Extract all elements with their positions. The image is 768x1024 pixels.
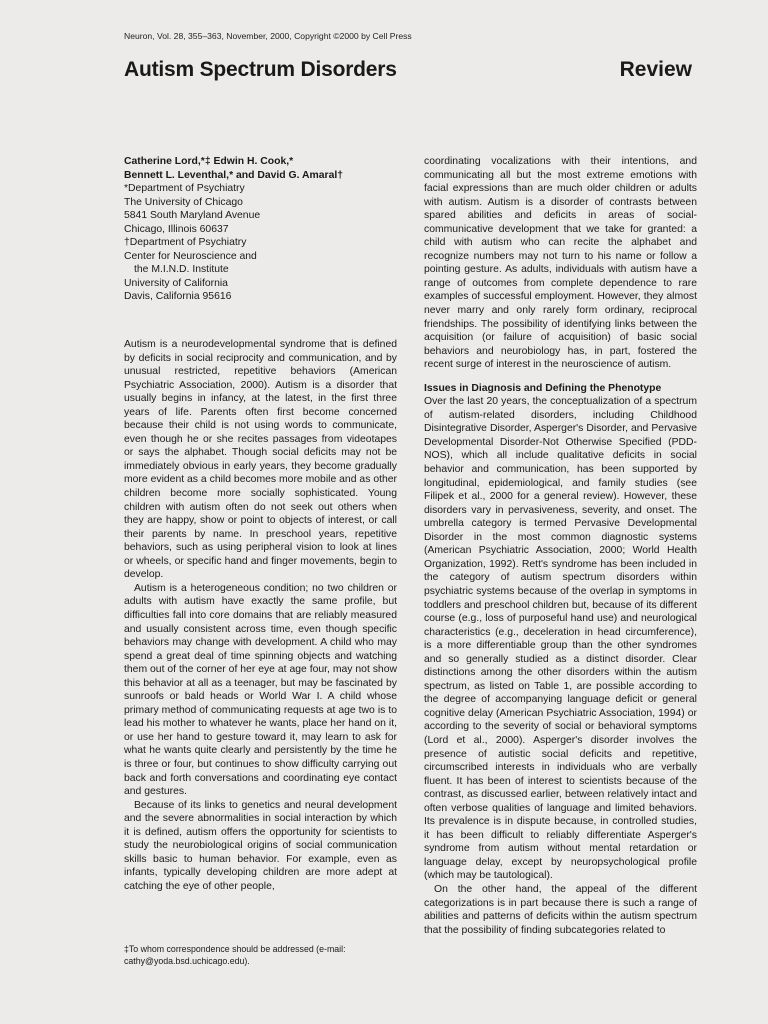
affiliations <box>124 182 397 304</box>
affiliation-line: The University of Chicago <box>124 196 243 208</box>
paragraph: Autism is a neurodevelopmental syndrome that is defined by deficits in social reciprocity and communication, and by unusual restricted, repetitive behaviors (American Psychiatric Association, 2000). Autism is a disorder that usually begins in infancy, at the latest, in the first three years of life. Parents often first become concerned because their child is not using words to communicate, even though he or she recites passages from videotapes or says the alphabet. Though social deficits may not be immediately obvious in early years, they become gradually more evident as a child becomes more mobile and as other children become more socially sophisticated. Young children with autism often do not seek out others when they are happy, show or point to objects of interest, or call their parents by name. In preschool years, repetitive behaviors, such as using peripheral vision to look at lines or wheels, or specific hand and finger movements, begin to develop. <box>124 339 397 581</box>
paragraph: Over the last 20 years, the conceptualization of a spectrum of autism-related disorders, including Childhood Disintegrative Disorder, Asperger's Disorder, and Pervasive Developmental Disorder-Not Otherwise Specified (PDD-NOS), which all include qualitative deficits in social behavior and communication, has been supported by longitudinal, epidemiological, and family studies (see Filipek et al., 2000 for a general review). However, these disorders vary in pervasiveness, severity, and onset. The umbrella category is termed Pervasive Developmental Disorder in the most common diagnostic systems (American Psychiatric Association, 2000; World Health Organization, 1992). Rett's syndrome has been included in the category of autism spectrum disorders within psychiatric systems because of the overlap in symptoms in toddlers and preschool children but, because of its different course (e.g., loss of purposeful hand use) and neurological characteristics (e.g., deceleration in head circumference), is a more differentiable group than the other syndromes and so generally studied as a distinct disorder. Clear distinctions among the other disorders within the autism spectrum, as listed on Table 1, are possible according to the degree of accompanying language deficit or general cognitive delay (American Psychiatric Association, 1994) or according to the severity of social or behavioral symptoms (Lord et al., 2000). Asperger's disorder involves the presence of autistic social deficits and repetitive, circumscribed interests in individuals who are verbally fluent. It has been of interest to scientists because of the contrast, as discussed earlier, between relatively intact and often verbose qualities of language and limited behaviors. Its prevalence is in dispute because, in controlled studies, it has been difficult to reliably differentiate Asperger's syndrome from autism without mental retardation or language delay, except by neuropsychological profile (which may be tautological). <box>424 396 697 882</box>
affiliation-line: University of California <box>124 277 228 289</box>
article-title: Autism Spectrum Disorders <box>124 58 397 81</box>
journal-citation: Neuron, Vol. 28, 355–363, November, 2000, Copyright ©2000 by Cell Press <box>124 31 412 41</box>
affiliation-line: †Department of Psychiatry <box>124 237 247 249</box>
affiliation-line: 5841 South Maryland Avenue <box>124 210 261 222</box>
body-text-left <box>124 338 397 893</box>
paragraph: On the other hand, the appeal of the different categorizations is in part because there is such a range of abilities and patterns of deficits within the autism spectrum that the possibility of finding subcategories related to <box>424 883 697 936</box>
section-heading: Issues in Diagnosis and Defining the Phenotype <box>424 382 662 394</box>
right-column <box>424 155 697 937</box>
article-type-label: Review <box>619 58 692 81</box>
affiliation-line: *Department of Psychiatry <box>124 183 245 195</box>
author-line: Bennett L. Leventhal,* and David G. Amaral† <box>124 169 344 181</box>
author-line: Catherine Lord,*‡ Edwin H. Cook,* <box>124 156 294 167</box>
affiliation-line: the M.I.N.D. Institute <box>134 264 229 276</box>
affiliation-line: Center for Neuroscience and <box>124 250 257 262</box>
paragraph: Because of its links to genetics and neural development and the severe abnormalities in social interaction by which it is defined, autism offers the opportunity for scientists to study the neurobiological origins of social communication skills basic to human behavior. For example, even as infants, typically developing children are more adept at catching the eye of other people, <box>124 799 397 892</box>
correspondence-footnote: ‡To whom correspondence should be addressed (e-mail: cathy@yoda.bsd.uchicago.edu). <box>124 944 346 966</box>
left-column <box>124 155 397 893</box>
paragraph: coordinating vocalizations with their intentions, and communicating all but the most extreme emotions with facial expressions than are much older children or adults with autism. Autism is a disorder of contrasts between spared abilities and deficits in areas of social-communicative development that we take for granted: a child with autism who can recite the alphabet and recognize numbers may not turn to his name or follow a pointing gesture. As adults, individuals with autism have a range of outcomes from complete dependence to rare examples of successful employment. However, they almost never marry and only rarely form ordinary, reciprocal friendships. The possibility of identifying links between the acquisition (or failure of acquisition) of basic social behaviors and neurobiology has, in part, fostered the recent surge of interest in the neuroscience of autism. <box>424 156 697 371</box>
affiliation-line: Chicago, Illinois 60637 <box>124 223 229 235</box>
paragraph: Autism is a heterogeneous condition; no two children or adults with autism have exactly the same profile, but difficulties fall into core domains that are reliably measured and usually consistent across time, even though specific behaviors may change with development. A child who may spend a great deal of time spinning objects and watching them out of the corner of her eye at age four, may not show this behavior at all as a teenager, but may be fascinated by sunroofs or bald heads or World War I. A child whose primary method of communicating requests at age two is to lead his mother to whatever he wants, place her hand on it, or use her hand to gesture toward it, may learn to ask for what he wants quite clearly and persistently by the time he is three or four, but continues to show difficulty carrying out back and forth conversations and coordinating eye contact and gestures. <box>124 582 397 798</box>
affiliation-line: Davis, California 95616 <box>124 291 232 303</box>
author-list <box>124 155 397 182</box>
